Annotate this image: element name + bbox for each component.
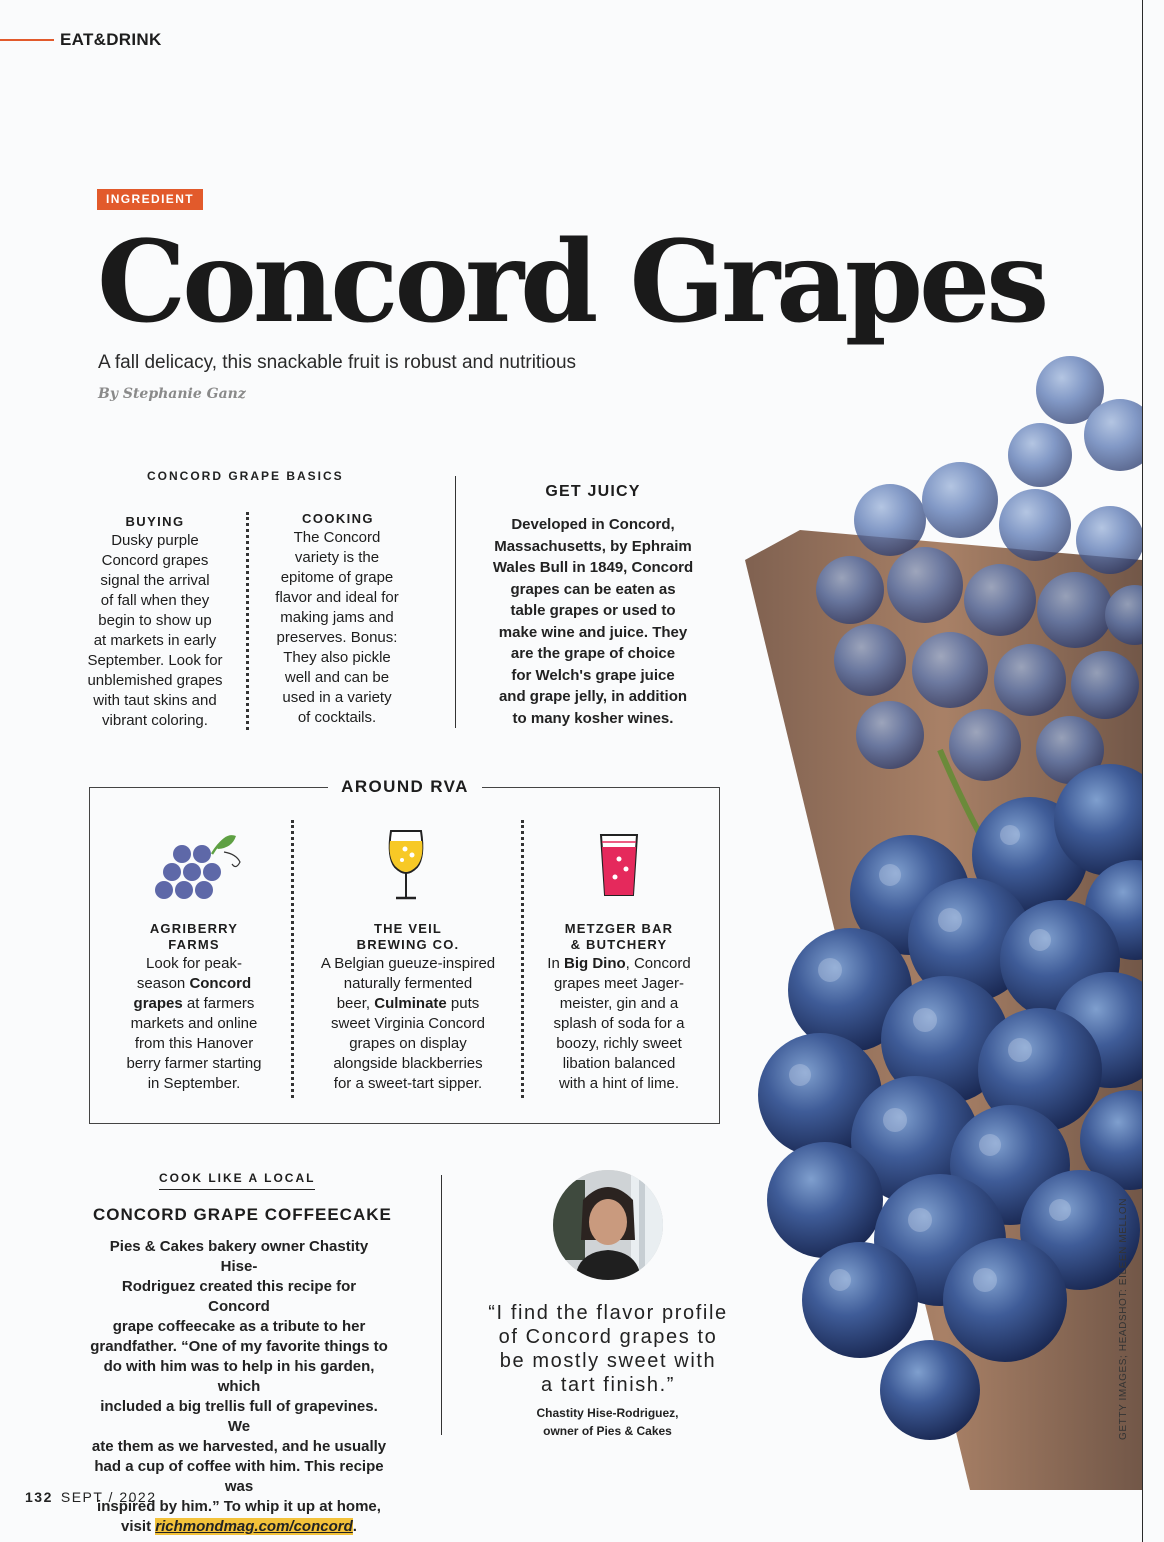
grapes-photo: [740, 350, 1142, 1490]
quote-line: a tart finish.”: [540, 1374, 676, 1396]
juicy-line: are the grape of choice: [510, 645, 676, 662]
rva-body-line: boozy, richly sweet: [556, 1035, 682, 1052]
buying-heading: BUYING: [125, 514, 185, 529]
juicy-heading: GET JUICY: [545, 483, 641, 500]
rva-body-metzger: [537, 954, 701, 1094]
rva-name-metzger: [545, 921, 693, 953]
cook-line: grandfather. “One of my favorite things to: [90, 1338, 388, 1355]
rva-name-line: THE VEIL: [373, 921, 443, 936]
buying-line: unblemished grapes: [87, 672, 223, 689]
cook-kicker: COOK LIKE A LOCAL: [159, 1171, 315, 1190]
rva-body-line: libation balanced: [562, 1055, 676, 1072]
rva-name-veil: [334, 921, 482, 953]
cooking-line: variety is the: [294, 549, 380, 566]
rva-name-line: & BUTCHERY: [570, 937, 668, 952]
quote-attribution-line: Chastity Hise-Rodriguez,: [536, 1406, 679, 1420]
juicy-line: Developed in Concord,: [511, 516, 675, 533]
rva-name-agriberry: [120, 921, 268, 953]
photo-credit: GETTY IMAGES; HEADSHOT: EILEEN MELLON: [1118, 1197, 1129, 1440]
rva-name-line: FARMS: [168, 937, 220, 952]
wine-glass-icon: [385, 827, 427, 908]
juicy-line: make wine and juice. They: [498, 623, 688, 641]
cooking-line: They also pickle: [283, 649, 391, 666]
rva-name-line: AGRIBERRY: [149, 921, 239, 936]
rva-body-line: meister, gin and a: [559, 995, 679, 1012]
folio: [25, 1489, 157, 1505]
cook-line: had a cup of coffee with him. This recipe was: [94, 1458, 384, 1495]
buying-line: Dusky purple: [111, 532, 199, 549]
buying-line: vibrant coloring.: [102, 712, 208, 729]
cooking-body: [262, 528, 412, 728]
cook-title: CONCORD GRAPE COFFEECAKE: [93, 1205, 392, 1224]
juicy-line: to many kosher wines.: [512, 709, 674, 727]
cook-line: Rodriguez created this recipe for Concord: [121, 1278, 357, 1315]
buying-line: begin to show up: [98, 612, 212, 629]
rva-name-line: BREWING CO.: [356, 937, 460, 952]
buying-line: with taut skins and: [93, 692, 217, 709]
around-rva-heading: AROUND RVA: [328, 776, 482, 798]
buying-line: at markets in early: [93, 632, 217, 649]
quote-line: be mostly sweet with: [499, 1350, 717, 1372]
rva-body-line: grapes at farmers: [133, 995, 255, 1012]
juicy-line: grapes can be eaten as: [510, 580, 676, 598]
byline: By Stephanie Ganz: [98, 386, 246, 402]
basics-heading: CONCORD GRAPE BASICS: [147, 469, 344, 483]
page-edge-line: [1142, 0, 1143, 1542]
cook-link-suffix: .: [352, 1518, 357, 1535]
column-divider: [246, 512, 249, 730]
rva-body-line: with a hint of lime.: [558, 1075, 680, 1092]
buying-line: September. Look for: [87, 652, 223, 669]
rva-body-line: grapes meet Jager-: [553, 975, 685, 992]
section-label: EAT&DRINK: [60, 30, 162, 49]
cook-line: do with him was to help in his garden, which: [103, 1358, 375, 1395]
page-number: 132: [25, 1489, 53, 1505]
juicy-body: [485, 514, 701, 729]
article-title: Concord Grapes: [97, 217, 1046, 348]
cooking-line: flavor and ideal for: [275, 589, 399, 606]
rva-body-line: alongside blackberries: [333, 1055, 483, 1072]
cooking-line: making jams and: [280, 609, 394, 626]
quote-line: “I find the flavor profile: [488, 1302, 728, 1324]
cook-link-prefix: visit: [121, 1518, 156, 1535]
rva-body-line: beer, Culminate puts: [336, 995, 480, 1012]
rva-name-line: METZGER BAR: [564, 921, 674, 936]
section-rule: [0, 39, 54, 41]
rva-body-line: for a sweet-tart sipper.: [333, 1075, 483, 1092]
grapes-icon: [152, 832, 244, 909]
section-divider: [441, 1175, 442, 1435]
juicy-line: for Welch's grape juice: [511, 666, 675, 684]
avatar: [553, 1170, 663, 1280]
juicy-line: table grapes or used to: [510, 602, 676, 619]
cooking-line: epitome of grape: [280, 569, 394, 586]
cook-line: included a big trellis full of grapevines. We: [100, 1398, 378, 1435]
cooking-line: The Concord: [293, 529, 381, 546]
quote-attribution-line: owner of Pies & Cakes: [543, 1424, 672, 1438]
recipe-link[interactable]: richmondmag.com/concord: [155, 1518, 353, 1535]
section-divider: [455, 476, 456, 728]
rva-body-veil: [312, 954, 504, 1094]
cook-link-line: [90, 1517, 388, 1537]
rva-body-line: berry farmer starting: [126, 1055, 262, 1072]
rva-body-line: In Big Dino, Concord: [547, 955, 691, 972]
cook-line: Pies & Cakes bakery owner Chastity Hise-: [109, 1238, 369, 1275]
juicy-line: and grape jelly, in addition: [498, 688, 688, 705]
category-tag: INGREDIENT: [97, 189, 203, 210]
rva-body-line: naturally fermented: [343, 975, 473, 992]
cook-line: ate them as we harvested, and he usually: [91, 1438, 387, 1455]
column-divider: [521, 820, 524, 1098]
rva-body-line: sweet Virginia Concord: [331, 1015, 485, 1032]
cooking-line: well and can be: [284, 669, 390, 686]
quote-line: of Concord grapes to: [498, 1326, 718, 1348]
rva-body-line: markets and online: [130, 1015, 258, 1032]
soda-glass-icon: [597, 831, 641, 904]
rva-body-line: season Concord: [136, 975, 252, 992]
grapes-photo-art: [740, 350, 1142, 1490]
rva-body-agriberry: [112, 954, 276, 1094]
cooking-line: used in a variety: [282, 689, 392, 706]
juicy-line: Massachusetts, by Ephraim: [494, 537, 692, 555]
cook-line: inspired by him.” To whip it up at home,: [97, 1498, 381, 1515]
rva-body-line: grapes on display: [349, 1035, 467, 1052]
rva-body-line: in September.: [147, 1075, 241, 1092]
buying-line: signal the arrival: [100, 572, 210, 589]
column-divider: [291, 820, 294, 1098]
rva-body-line: splash of soda for a: [553, 1015, 685, 1032]
buying-body: [80, 531, 230, 731]
article-dek: A fall delicacy, this snackable fruit is robust and nutritious: [98, 352, 577, 373]
buying-line: Concord grapes: [101, 552, 209, 569]
cooking-heading: COOKING: [302, 511, 374, 526]
cooking-line: preserves. Bonus:: [276, 629, 398, 646]
rva-body-line: Look for peak-: [146, 955, 242, 972]
issue-date: SEPT / 2022: [60, 1489, 157, 1505]
pull-quote: [468, 1301, 748, 1397]
juicy-line: Wales Bull in 1849, Concord: [492, 559, 694, 576]
rva-body-line: from this Hanover: [134, 1035, 254, 1052]
rva-body-line: A Belgian gueuze-inspired: [320, 955, 496, 972]
cook-line: grape coffeecake as a tribute to her: [112, 1318, 366, 1335]
headshot-art: [553, 1170, 663, 1280]
quote-attribution: [500, 1404, 715, 1440]
cooking-line: of cocktails.: [297, 709, 377, 726]
buying-line: of fall when they: [100, 592, 210, 609]
